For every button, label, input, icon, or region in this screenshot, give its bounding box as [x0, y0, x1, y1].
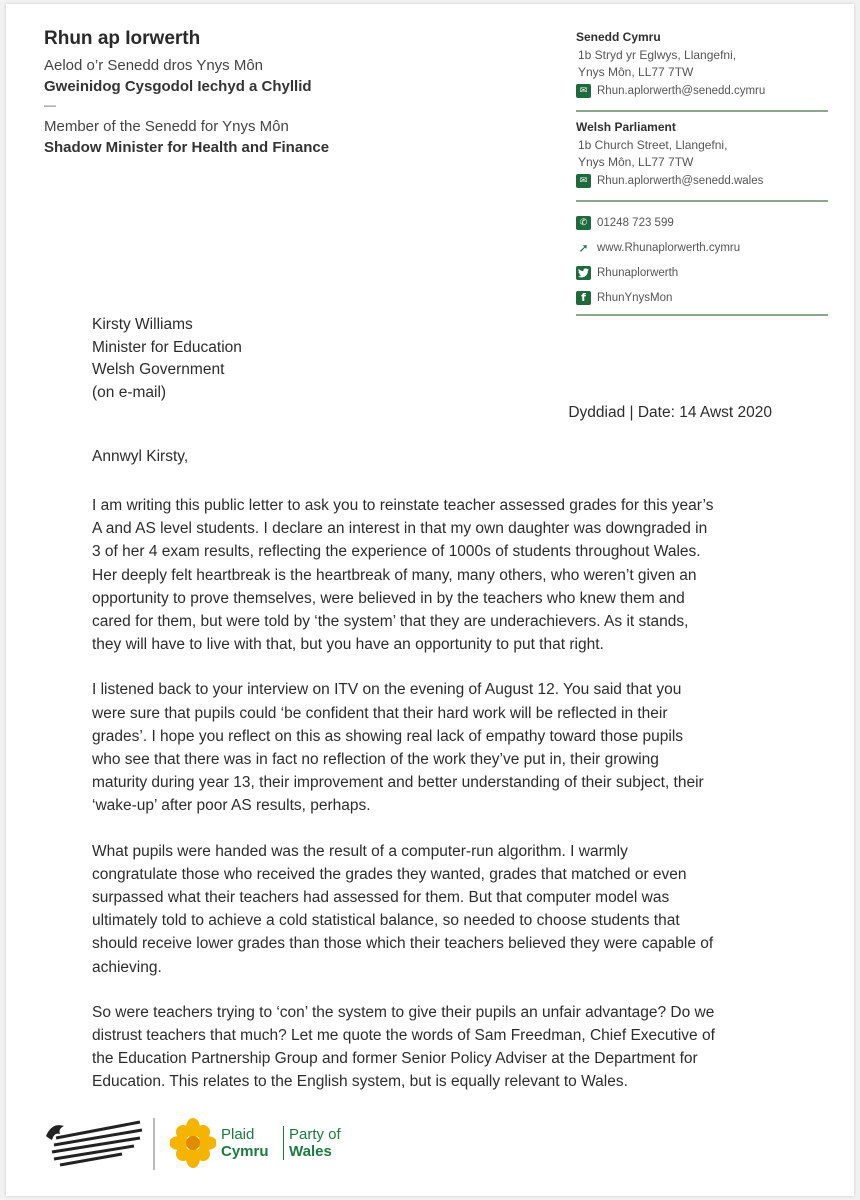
plaid-cymru-wordmark — [221, 1126, 269, 1160]
contact-divider — [576, 110, 828, 112]
body-paragraph-2: I listened back to your interview on ITV on the evening of August 12. You said that you were sure that pupils could ‘be confident that their hard work will be reflected in their grades’. I hope you reflect on this as showing real lack of empathy toward those pupils who see that there was in fact no reflection of the work they’ve put in, their growing maturity during year 13, their improvement and better understanding of their subject, their ‘wake-up’ after poor AS results, perhaps. — [92, 681, 704, 815]
contact-phone-text: 01248 723 599 — [597, 216, 674, 229]
contact-twitter-text: Rhunaplorwerth — [597, 266, 679, 279]
sender-welsh-role: Aelod o’r Senedd dros Ynys Môn — [44, 57, 264, 74]
contact-phone[interactable] — [576, 210, 828, 235]
body-paragraph-3: What pupils were handed was the result of a computer-run algorithm. I warmly congratulate those who received the grades they wanted, grades that matched or even surpassed what their teachers had assessed for them. But that computer model was ultimately told to achieve a cold statistical balance, so needed to choose students that should receive lower grades than those which their teachers believed they were capable of achieving. — [92, 842, 714, 976]
office-welsh-address-2: Ynys Môn, LL77 7TW — [578, 65, 694, 79]
salutation: Annwyl Kirsty, — [92, 448, 189, 465]
office-welsh-email-text: Rhun.aplorwerth@senedd.cymru — [597, 85, 766, 97]
office-welsh-email[interactable] — [576, 81, 828, 101]
footer-divider — [153, 1118, 155, 1170]
plaid-word: Plaid — [221, 1126, 255, 1143]
cursor-icon: ➚ — [576, 241, 591, 255]
party-of-word: Party of — [289, 1126, 341, 1143]
letter-body — [92, 494, 812, 1116]
body-paragraph-4: So were teachers trying to ‘con’ the system to give their pupils an unfair advantage? Do we distrust teachers that much? Let me quote the words of Sam Freedman, Chief Executive of the Education Partnership Group and former Senior Policy Adviser at the Department for Education. This relates to the English system, but is equally relevant to Wales. — [92, 1003, 715, 1091]
recipient-name: Kirsty Williams — [92, 316, 193, 333]
office-english-email[interactable] — [576, 171, 828, 191]
senedd-logo — [42, 1116, 146, 1168]
facebook-icon: f — [576, 291, 591, 305]
footer-logos — [38, 1112, 378, 1172]
letter-date: Dyddiad | Date: 14 Awst 2020 — [568, 404, 772, 421]
party-of-wales-wordmark — [283, 1126, 341, 1160]
sender-name: Rhun ap Iorwerth — [44, 28, 201, 49]
phone-icon: ✆ — [576, 216, 591, 230]
envelope-icon: ✉ — [576, 174, 591, 188]
recipient-title: Minister for Education — [92, 338, 242, 356]
sender-block — [44, 28, 329, 158]
recipient-block — [92, 314, 242, 404]
contact-divider — [576, 200, 828, 202]
contact-facebook-text: RhunYnysMon — [597, 291, 673, 304]
contact-block — [576, 30, 828, 324]
contact-facebook[interactable] — [576, 285, 828, 310]
office-welsh-address-1: 1b Stryd yr Eglwys, Llangefni, — [578, 48, 737, 62]
recipient-delivery: (on e-mail) — [92, 383, 167, 401]
office-english-address-1: 1b Church Street, Llangefni, — [578, 138, 728, 152]
recipient-org: Welsh Government — [92, 361, 225, 378]
office-english-email-text: Rhun.aplorwerth@senedd.wales — [597, 175, 764, 187]
body-paragraph-1: I am writing this public letter to ask you to reinstate teacher assessed grades for this year’s A and AS level students. I declare an interest in that my own daughter was downgraded in 3 of her 4 exam results, reflecting the experience of 1000s of students throughout Wales. Her deeply felt heartbreak is the heartbreak of many, many others, who weren’t given an opportunity to prove themselves, were believed in by the teachers who knew them and cared for them, but were told by ‘the system’ that they are underachievers. As it stands, they will have to live with that, but you have an opportunity to put that right. — [92, 497, 714, 654]
sender-english-title: Shadow Minister for Health and Finance — [44, 139, 330, 156]
contact-divider — [576, 314, 828, 316]
contact-website-text: www.Rhunaplorwerth.cymru — [597, 241, 741, 254]
contact-twitter[interactable] — [576, 260, 828, 285]
office-welsh-title: Senedd Cymru — [576, 30, 661, 44]
twitter-icon — [576, 266, 591, 280]
office-english-address-2: Ynys Môn, LL77 7TW — [578, 155, 694, 169]
contact-website[interactable] — [576, 235, 828, 260]
wales-word: Wales — [289, 1143, 332, 1160]
daffodil-logo — [170, 1118, 216, 1168]
office-english-title: Welsh Parliament — [576, 120, 676, 134]
cymru-word: Cymru — [221, 1143, 269, 1160]
sender-welsh-title: Gweinidog Cysgodol Iechyd a Chyllid — [44, 78, 312, 95]
letter-page — [6, 4, 854, 1196]
sender-separator: — — [44, 98, 56, 112]
sender-english-role: Member of the Senedd for Ynys Môn — [44, 118, 289, 135]
envelope-icon: ✉ — [576, 84, 591, 98]
